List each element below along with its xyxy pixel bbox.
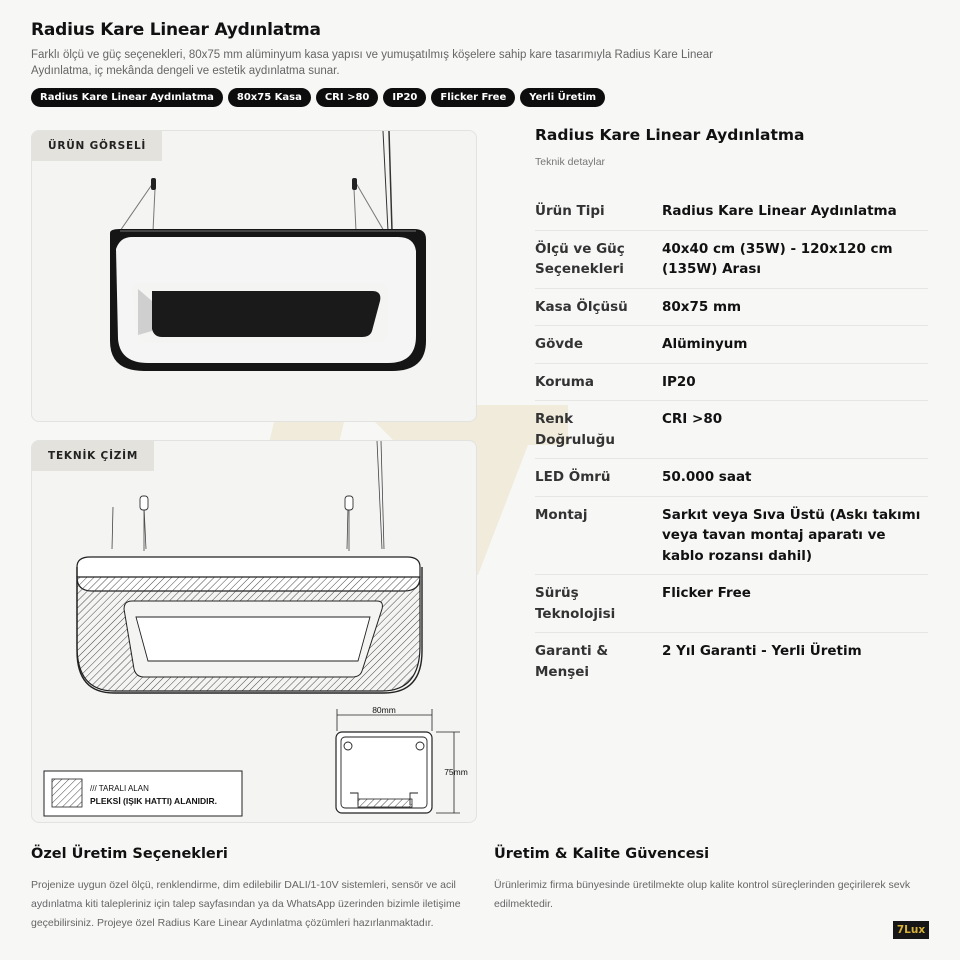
technical-drawing-panel <box>31 440 477 823</box>
spec-key: Renk Doğruluğu <box>535 401 662 459</box>
spec-value: 40x40 cm (35W) - 120x120 cm (135W) Arası <box>662 230 928 288</box>
tag-list <box>31 88 605 107</box>
spec-row <box>535 459 928 497</box>
spec-value: Radius Kare Linear Aydınlatma <box>662 193 928 230</box>
page-title: Radius Kare Linear Aydınlatma <box>31 20 321 40</box>
spec-key: Ölçü ve Güç Seçenekleri <box>535 230 662 288</box>
spec-key: Koruma <box>535 363 662 401</box>
dim-height-label: 75mm <box>444 767 468 777</box>
spec-row <box>535 193 928 230</box>
tag[interactable]: CRI >80 <box>316 88 379 107</box>
quality-text: Ürünlerimiz firma bünyesinde üretilmekte olup kalite kontrol süreçlerinden geçirilerek sevk edilmektedir. <box>494 879 911 910</box>
spec-row <box>535 575 928 633</box>
spec-value: 80x75 mm <box>662 288 928 326</box>
spec-key: Ürün Tipi <box>535 193 662 230</box>
intro-text: Farklı ölçü ve güç seçenekleri, 80x75 mm alüminyum kasa yapısı ve yumuşatılmış köşelere sahip kare tasarımıyla Radius Kare Linear Aydınlatma, iç mekânda dengeli ve estetik aydınlatma sunar. <box>31 49 713 77</box>
brand-badge: 7Lux <box>893 921 929 939</box>
spec-row <box>535 496 928 575</box>
spec-key: Gövde <box>535 326 662 364</box>
spec-value: Alüminyum <box>662 326 928 364</box>
spec-key: Kasa Ölçüsü <box>535 288 662 326</box>
spec-row <box>535 326 928 364</box>
spec-value: Sarkıt veya Sıva Üstü (Askı takımı veya tavan montaj aparatı ve kablo rozansı dahil) <box>662 496 928 575</box>
legend-line-2: PLEKSİ (IŞIK HATTI) ALANIDIR. <box>90 796 218 806</box>
spec-row <box>535 230 928 288</box>
tag[interactable]: IP20 <box>383 88 426 107</box>
spec-key: Garanti & Menşei <box>535 643 609 680</box>
tag[interactable]: Yerli Üretim <box>520 88 605 107</box>
technical-drawing[interactable] <box>32 441 477 823</box>
spec-table <box>535 193 928 690</box>
panel-label-drawing: TEKNİK ÇİZİM <box>32 441 154 471</box>
custom-production-title: Özel Üretim Seçenekleri <box>31 846 228 862</box>
panel-label-product: ÜRÜN GÖRSELİ <box>32 131 162 161</box>
product-image[interactable] <box>32 131 477 422</box>
custom-production-text: Projenize uygun özel ölçü, renklendirme, dim edilebilir DALI/1-10V sistemleri, sensör ve acil aydınlatma kiti talepleriniz için talep sayfasından ya da WhatsApp üzerinden bizimle iletişime geçebilirsiniz. Projeye özel Radius Kare Linear Aydınlatma çözümleri hazırlanmaktadır. <box>31 879 461 929</box>
spec-subtitle: Teknik detaylar <box>535 156 606 168</box>
spec-row <box>535 363 928 401</box>
spec-row <box>535 288 928 326</box>
dim-width-label: 80mm <box>372 705 396 715</box>
tag[interactable]: 80x75 Kasa <box>228 88 311 107</box>
spec-title: Radius Kare Linear Aydınlatma <box>535 126 805 144</box>
spec-key: Montaj <box>535 496 662 575</box>
spec-value: 50.000 saat <box>662 459 928 497</box>
tag[interactable]: Radius Kare Linear Aydınlatma <box>31 88 223 107</box>
spec-key: Sürüş Teknolojisi <box>535 575 662 633</box>
spec-row <box>535 401 928 459</box>
spec-value: 2 Yıl Garanti - Yerli Üretim <box>662 643 862 659</box>
spec-value: Flicker Free <box>662 575 928 633</box>
spec-value: IP20 <box>662 363 928 401</box>
spec-row <box>535 633 928 691</box>
legend-line-1: /// TARALI ALAN <box>90 784 149 793</box>
product-image-panel <box>31 130 477 422</box>
quality-title: Üretim & Kalite Güvencesi <box>494 846 710 862</box>
spec-value: CRI >80 <box>662 401 928 459</box>
tag[interactable]: Flicker Free <box>431 88 515 107</box>
spec-key: LED Ömrü <box>535 459 662 497</box>
